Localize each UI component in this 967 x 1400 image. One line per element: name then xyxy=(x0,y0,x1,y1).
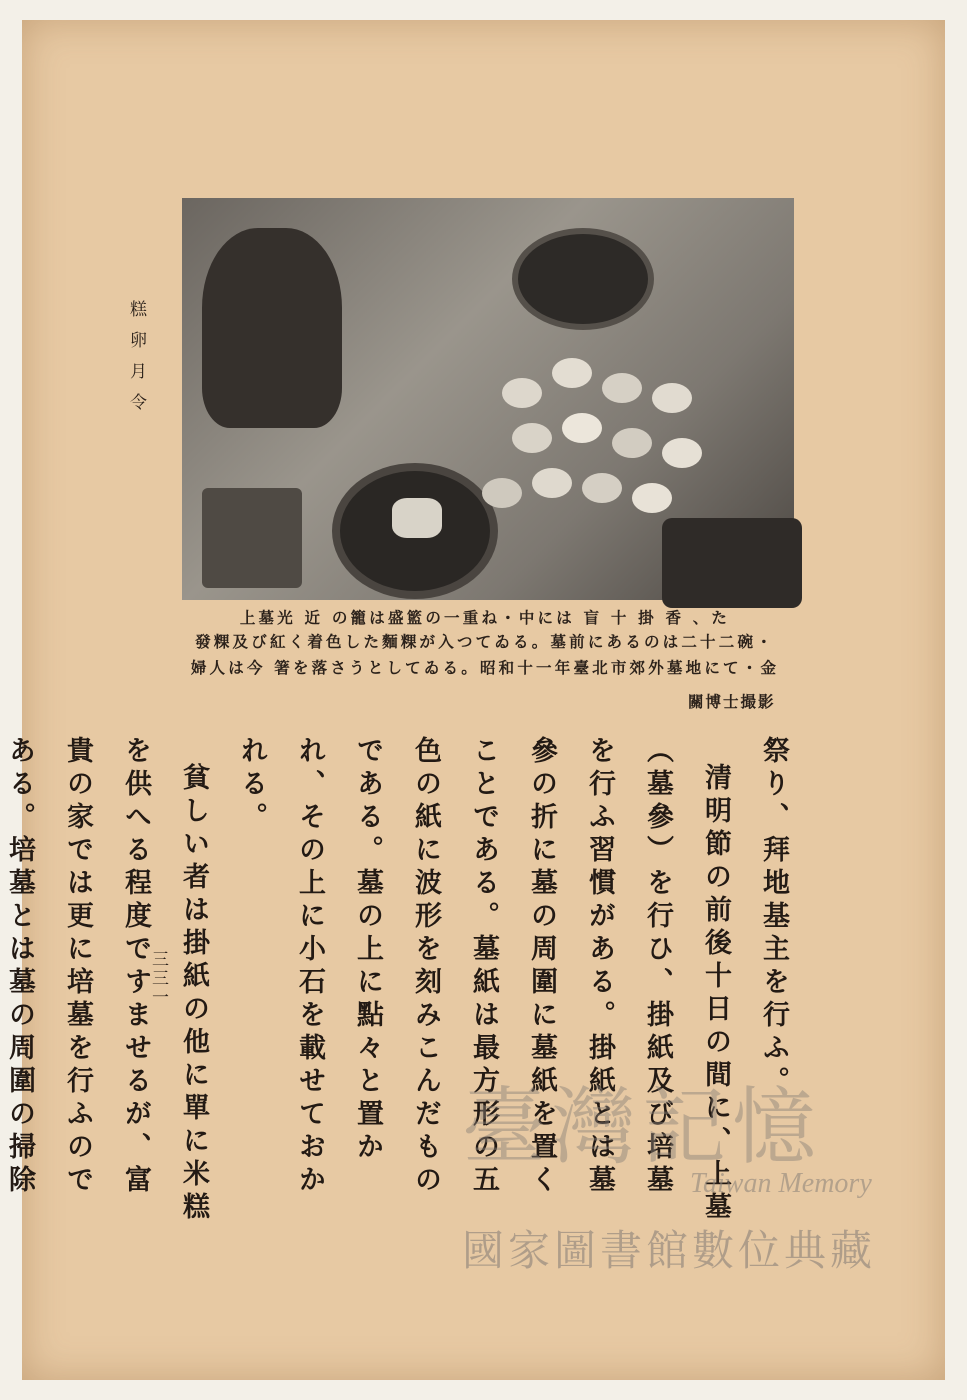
photo-bowl xyxy=(582,473,622,503)
caption-line-1: 上墓光 近 の籠は盛籃の一重ね・中には 盲 十 掛 香 、た xyxy=(239,608,731,627)
photo-bowl xyxy=(602,373,642,403)
photo-bowl xyxy=(652,383,692,413)
photo-dark-cloth xyxy=(662,518,802,608)
photo-food-basket-top xyxy=(512,228,654,330)
photo xyxy=(182,198,794,600)
caption-credit: 關博士撮影 xyxy=(688,692,776,711)
paragraph: 祭り、拜地基主を行ふ。 xyxy=(758,736,789,1099)
watermark-english: Taiwan Memory xyxy=(690,1168,872,1199)
photo-bowl xyxy=(632,483,672,513)
photo-bowl xyxy=(502,378,542,408)
photo-bowl xyxy=(662,438,702,468)
photo-bowl xyxy=(532,468,572,498)
photo-bowl xyxy=(512,423,552,453)
caption-line-2: 發粿及び紅く着色した麵粿が入つてゐる。墓前にあるのは二十二碗・ xyxy=(195,632,775,651)
photo-person xyxy=(202,228,342,428)
running-title: 糕卵月令 xyxy=(126,300,146,424)
paragraph: 貧しい者は掛紙の他に單に米糕を供へる程度ですませるが、富貴の家では更に培墓を行ふのである。培墓とは墓の周圍の掃除 xyxy=(4,736,209,1225)
photo-tomb-stone xyxy=(202,488,302,588)
paragraph: 清明節の前後十日の間に、上墓（墓參）を行ひ、掛紙及び培墓を行ふ習慣がある。掛紙とは墓參の折に墓の周圍に墓紙を置くことである。墓紙は最方形の五色の紙に波形を刻みこんだものである。墓の上に點々と置かれ、その上に小石を載せておかれる。 xyxy=(236,736,731,1225)
watermark-org: 國家圖書館數位典藏 xyxy=(462,1226,877,1275)
caption-line-3: 婦人は今 箸を落さうとしてゐる。昭和十一年臺北市郊外墓地にて・金 xyxy=(190,658,780,677)
photo-basket-contents xyxy=(392,498,442,538)
watermark-title: 臺灣記憶 xyxy=(462,1078,823,1176)
photo-bowl xyxy=(482,478,522,508)
photo-bowl xyxy=(612,428,652,458)
photo-bowl xyxy=(562,413,602,443)
photo-bowl xyxy=(552,358,592,388)
page-number: 三三一 xyxy=(148,950,168,1007)
